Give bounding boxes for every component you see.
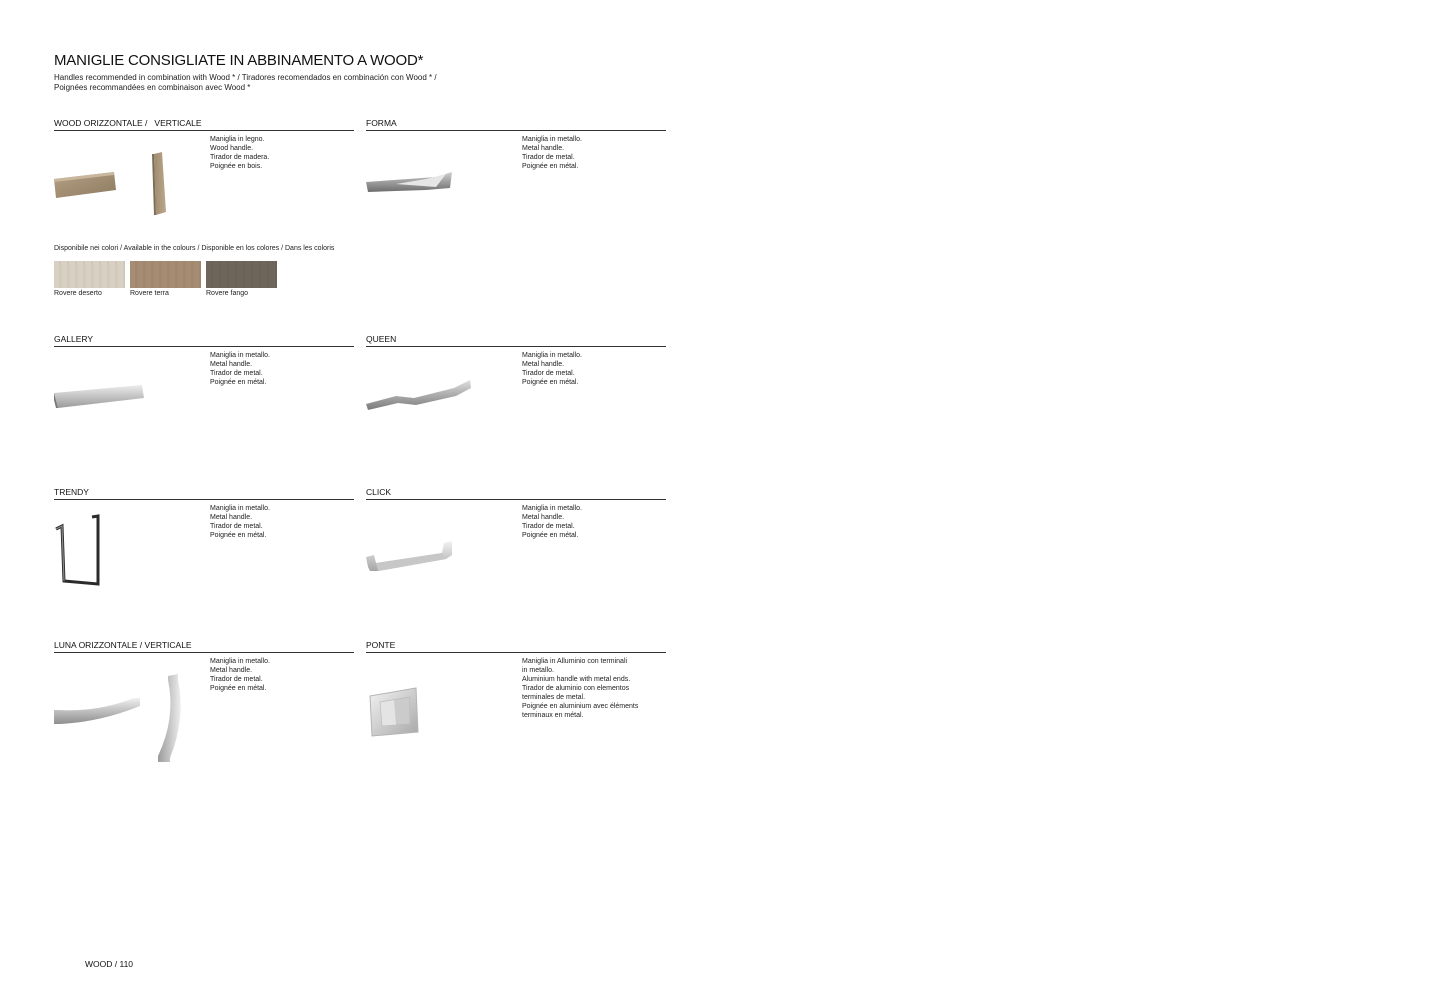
desc-line: Maniglia in metallo.: [210, 352, 270, 359]
section-title: FORMA: [366, 118, 666, 131]
desc-line: Metal handle.: [210, 361, 253, 368]
swatch-label: Rovere deserto: [54, 290, 102, 297]
desc-line: Maniglia in metallo.: [210, 505, 270, 512]
desc-line: terminaux en métal.: [522, 712, 584, 719]
section-forma: [366, 118, 666, 170]
desc-line: Tirador de metal.: [210, 523, 263, 530]
section-wood: [54, 118, 354, 170]
subtitle-line-2: Poignées recommandées en combinaison avec Wood *: [54, 83, 251, 92]
wood-handle-icon: [54, 132, 204, 227]
section-title: GALLERY: [54, 334, 354, 347]
desc-line: Metal handle.: [522, 145, 565, 152]
desc-line: Maniglia in metallo.: [522, 352, 582, 359]
section-description: [210, 657, 355, 693]
page-number: WOOD / 110: [85, 959, 134, 969]
queen-handle-icon: [366, 348, 516, 443]
section-description: [522, 351, 667, 387]
page-title: MANIGLIE CONSIGLIATE IN ABBINAMENTO A WOOD*: [54, 52, 424, 69]
section-title: WOOD ORIZZONTALE / VERTICALE: [54, 118, 354, 131]
swatch-rovere-terra: [130, 261, 201, 288]
desc-line: Poignée en métal.: [210, 532, 267, 539]
page-subtitle: [54, 73, 514, 93]
desc-line: Tirador de aluminio con elementos: [522, 685, 630, 692]
desc-line: Maniglia in Alluminio con terminali: [522, 658, 628, 665]
desc-line: Tirador de metal.: [522, 370, 575, 377]
colours-label: Disponibile nei colori / Available in the colours / Disponible en los colores / Dans les coloris: [54, 245, 335, 252]
desc-line: Poignée en métal.: [522, 379, 579, 386]
desc-line: Tirador de metal.: [210, 676, 263, 683]
desc-line: Poignée en métal.: [522, 163, 579, 170]
desc-line: Metal handle.: [210, 514, 253, 521]
luna-handle-icon: [54, 654, 204, 779]
section-title: PONTE: [366, 640, 666, 653]
trendy-handle-icon: [54, 501, 204, 616]
section-queen: [366, 334, 666, 386]
desc-line: Poignée en métal.: [210, 379, 267, 386]
desc-line: Maniglia in metallo.: [522, 136, 582, 143]
section-description: [210, 351, 355, 387]
desc-line: Metal handle.: [210, 667, 253, 674]
ponte-handle-icon: [366, 654, 516, 759]
desc-line: Metal handle.: [522, 361, 565, 368]
desc-line: Maniglia in metallo.: [210, 658, 270, 665]
section-click: [366, 487, 666, 539]
desc-line: Poignée en métal.: [210, 685, 267, 692]
desc-line: Poignée en métal.: [522, 532, 579, 539]
desc-line: terminales de metal.: [522, 694, 586, 701]
desc-line: Tirador de metal.: [522, 523, 575, 530]
swatch-label: Rovere terra: [130, 290, 169, 297]
section-description: [522, 504, 667, 540]
section-trendy: [54, 487, 354, 539]
click-handle-icon: [366, 501, 516, 596]
desc-line: Maniglia in legno.: [210, 136, 265, 143]
desc-line: Poignée en bois.: [210, 163, 263, 170]
swatch-label: Rovere fango: [206, 290, 249, 297]
swatch-rovere-deserto: [54, 261, 125, 288]
section-title: CLICK: [366, 487, 666, 500]
section-description: [522, 135, 667, 171]
section-title: LUNA ORIZZONTALE / VERTICALE: [54, 640, 354, 653]
section-gallery: [54, 334, 354, 386]
section-title: QUEEN: [366, 334, 666, 347]
desc-line: Metal handle.: [522, 514, 565, 521]
desc-line: Poignée en aluminium avec éléments: [522, 703, 639, 710]
desc-line: Tirador de metal.: [522, 154, 575, 161]
subtitle-line-1: Handles recommended in combination with Wood * / Tiradores recomendados en combinación con Wood * /: [54, 73, 437, 82]
desc-line: Tirador de metal.: [210, 370, 263, 377]
forma-handle-icon: [366, 132, 516, 227]
gallery-handle-icon: [54, 348, 204, 443]
section-luna: [54, 640, 354, 692]
desc-line: Aluminium handle with metal ends.: [522, 676, 631, 683]
section-title: TRENDY: [54, 487, 354, 500]
desc-line: in metallo.: [522, 667, 554, 674]
desc-line: Wood handle.: [210, 145, 254, 152]
section-description: [522, 657, 667, 720]
desc-line: Maniglia in metallo.: [522, 505, 582, 512]
desc-line: Tirador de madera.: [210, 154, 270, 161]
section-description: [210, 504, 355, 540]
section-ponte: [366, 640, 666, 719]
section-description: [210, 135, 355, 171]
swatch-rovere-fango: [206, 261, 277, 288]
